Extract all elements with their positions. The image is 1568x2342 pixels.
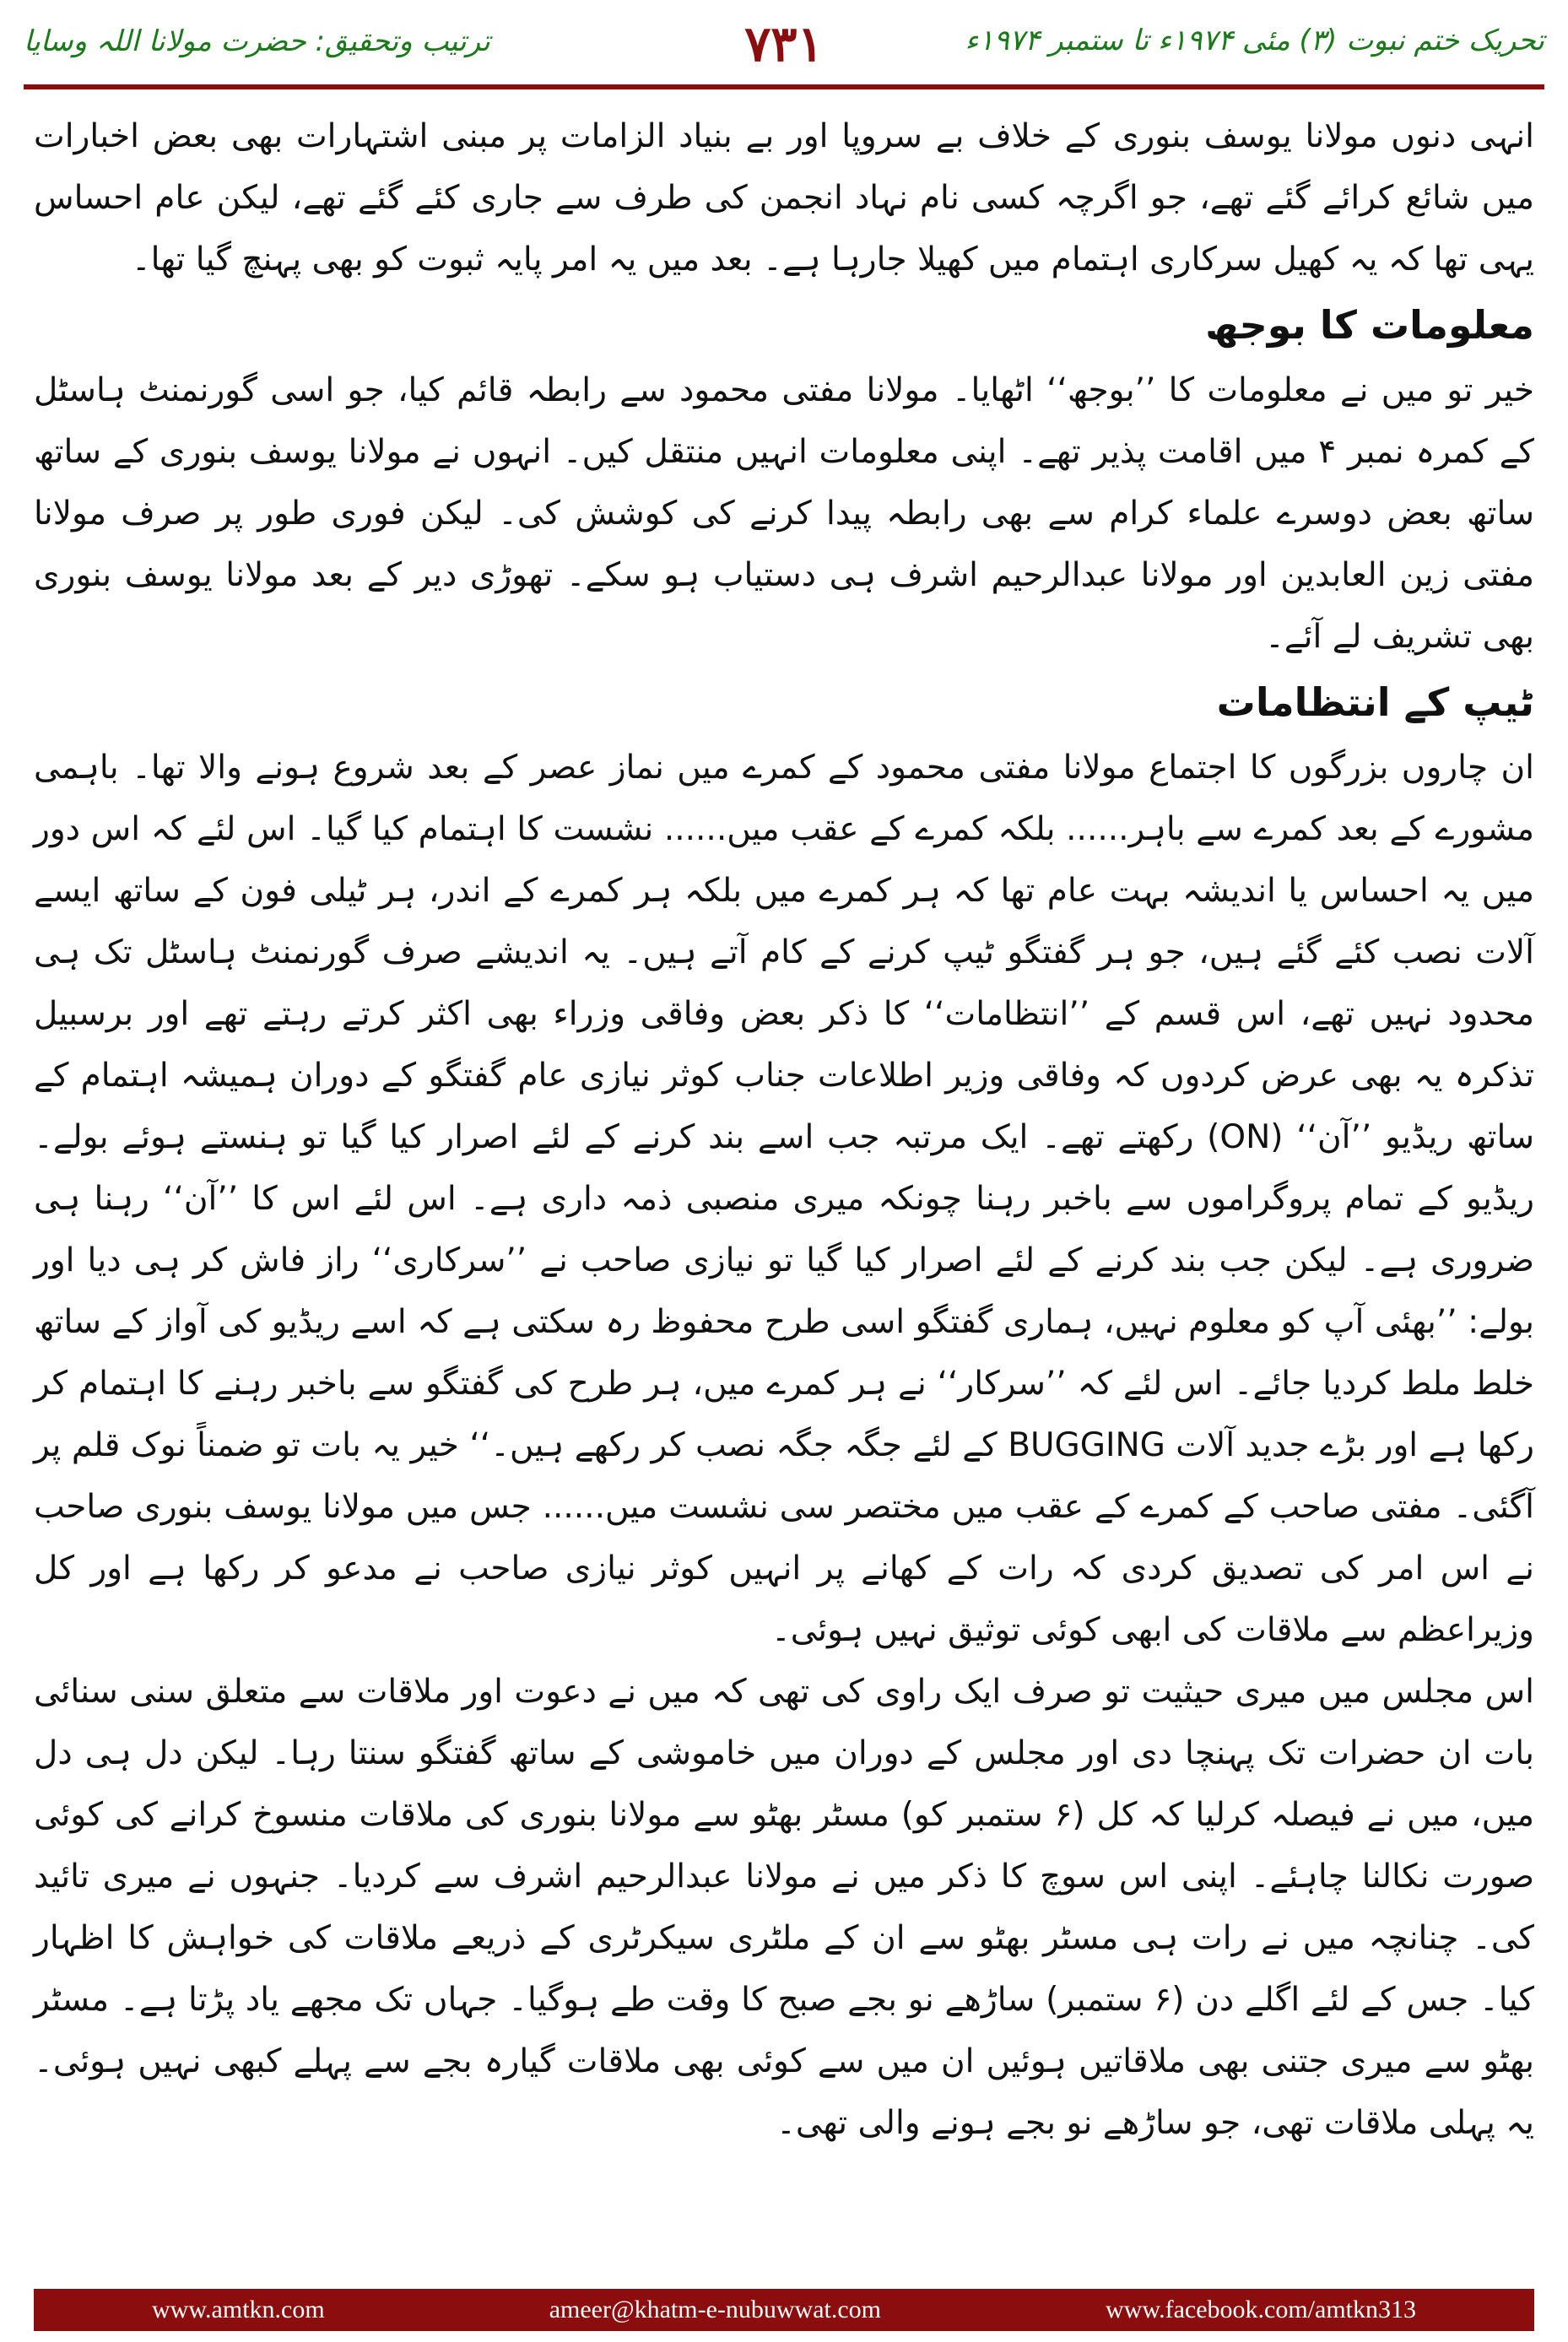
paragraph-4: اس مجلس میں میری حیثیت تو صرف ایک راوی کی تھی کہ میں نے دعوت اور ملاقات سے متعلق سنی سنائی بات ان حضرات تک پہنچا دی اور مجلس کے دوران میں خاموشی کے ساتھ گفتگو سنتا رہا۔ لیکن دل ہی دل میں، میں نے فیصلہ کرلیا کہ کل (۶ ستمبر کو) مسٹر بھٹو سے مولانا بنوری کی ملاقات منسوخ کرانے کی کوئی صورت نکالنا چاہئے۔ اپنی اس سوچ کا ذکر میں نے مولانا عبدالرحیم اشرف سے کردیا۔ جنہوں نے میری تائید کی۔ چنانچہ میں نے رات ہی مسٹر بھٹو سے ان کے ملٹری سیکرٹری کے ذریعے ملاقات کی خواہش کا اظہار کیا۔ جس کے لئے اگلے دن (۶ ستمبر) ساڑھے نو بجے صبح کا وقت طے ہوگیا۔ جہاں تک مجھے یاد پڑتا ہے۔ مسٹر بھٹو سے میری جتنی بھی ملاقاتیں ہوئیں ان میں سے کوئی بھی ملاقات گیارہ بجے سے پہلے کبھی نہیں ہوئی۔ یہ پہلی ملاقات تھی، جو ساڑھے نو بجے ہونے والی تھی۔	[34, 1673, 1534, 2142]
section-heading-tape: ٹیپ کے انتظامات	[1216, 679, 1534, 725]
footer-email-link[interactable]: ameer@khatm-e-nubuwwat.com	[549, 2296, 882, 2323]
paragraph-2: خیر تو میں نے معلومات کا ’’بوجھ‘‘ اٹھایا۔ مولانا مفتی محمود سے رابطہ قائم کیا، جو اسی گورنمنٹ ہاسٹل کے کمرہ نمبر ۴ میں اقامت پذیر تھے۔ اپنی معلومات انہیں منتقل کیں۔ انہوں نے مولانا یوسف بنوری کے ساتھ ساتھ بعض دوسرے علماء کرام سے بھی رابطہ پیدا کرنے کی کوشش کی۔ لیکن فوری طور پر صرف مولانا مفتی زین العابدین اور مولانا عبدالرحیم اشرف ہی دستیاب ہو سکے۔ تھوڑی دیر کے بعد مولانا یوسف بنوری بھی تشریف لے آئے۔	[34, 371, 1534, 656]
page-header	[0, 0, 1568, 101]
section-heading-information: معلومات کا بوجھ	[1205, 302, 1534, 348]
header-divider	[24, 84, 1544, 89]
header-compiler: ترتیب وتحقیق: حضرت مولانا اللہ وسایا	[24, 24, 490, 58]
header-book-title: تحریک ختم نبوت (۳) مئی ۱۹۷۴ء تا ستمبر ۱۹۷۴ء	[965, 24, 1544, 57]
footer-facebook-link[interactable]: www.facebook.com/amtkn313	[1106, 2296, 1416, 2323]
paragraph-1: انہی دنوں مولانا یوسف بنوری کے خلاف بے سروپا اور بے بنیاد الزامات پر مبنی اشتہارات بھی بعض اخبارات میں شائع کرائے گئے تھے، جو اگرچہ کسی نام نہاد انجمن کی طرف سے جاری کئے گئے تھے، لیکن عام احساس یہی تھا کہ یہ کھیل سرکاری اہتمام میں کھیلا جارہا ہے۔ بعد میں یہ امر پایہ ثبوت کو بھی پہنچ گیا تھا۔	[34, 117, 1534, 279]
footer-website-link[interactable]: www.amtkn.com	[152, 2296, 325, 2323]
page-body	[34, 105, 1534, 2154]
page-number: ۷۳۱	[744, 15, 824, 73]
paragraph-3: ان چاروں بزرگوں کا اجتماع مولانا مفتی محمود کے کمرے میں نماز عصر کے بعد شروع ہونے والا تھا۔ باہمی مشورے کے بعد کمرے سے باہر...... بلکہ کمرے کے عقب میں...... نشست کا اہتمام کیا گیا۔ اس لئے کہ اس دور میں یہ احساس یا اندیشہ بہت عام تھا کہ ہر کمرے میں بلکہ ہر کمرے کے اندر، ہر ٹیلی فون کے ساتھ ایسے آلات نصب کئے گئے ہیں، جو ہر گفتگو ٹیپ کرنے کے کام آتے ہیں۔ یہ اندیشے صرف گورنمنٹ ہاسٹل تک ہی محدود نہیں تھے، اس قسم کے ’’انتظامات‘‘ کا ذکر بعض وفاقی وزراء بھی اکثر کرتے رہتے تھے اور برسبیل تذکرہ یہ بھی عرض کردوں کہ وفاقی وزیر اطلاعات جناب کوثر نیازی عام گفتگو کے دوران ہمیشہ اہتمام کے ساتھ ریڈیو ’’آن‘‘ (ON) رکھتے تھے۔ ایک مرتبہ جب اسے بند کرنے کے لئے اصرار کیا گیا تو ہنستے ہوئے بولے۔ ریڈیو کے تمام پروگراموں سے باخبر رہنا چونکہ میری منصبی ذمہ داری ہے۔ اس لئے اس کا ’’آن‘‘ رہنا ہی ضروری ہے۔ لیکن جب بند کرنے کے لئے اصرار کیا گیا تو نیازی صاحب نے ’’سرکاری‘‘ راز فاش کر ہی دیا اور بولے: ’’بھئی آپ کو معلوم نہیں، ہماری گفتگو اسی طرح محفوظ رہ سکتی ہے کہ اسے ریڈیو کی آواز کے ساتھ خلط ملط کردیا جائے۔ اس لئے کہ ’’سرکار‘‘ نے ہر کمرے میں، ہر طرح کی گفتگو سے باخبر رہنے کا اہتمام کر رکھا ہے اور بڑے جدید آلات BUGGING کے لئے جگہ جگہ نصب کر رکھے ہیں۔‘‘ خیر یہ بات تو ضمناً نوک قلم پر آگئی۔ مفتی صاحب کے کمرے کے عقب میں مختصر سی نشست میں...... جس میں مولانا یوسف بنوری صاحب نے اس امر کی تصدیق کردی کہ رات کے کھانے پر انہیں کوثر نیازی صاحب نے مدعو کر رکھا ہے اور کل وزیراعظم سے ملاقات کی ابھی کوئی توثیق نہیں ہوئی۔	[34, 749, 1534, 1649]
page-footer	[34, 2289, 1534, 2331]
